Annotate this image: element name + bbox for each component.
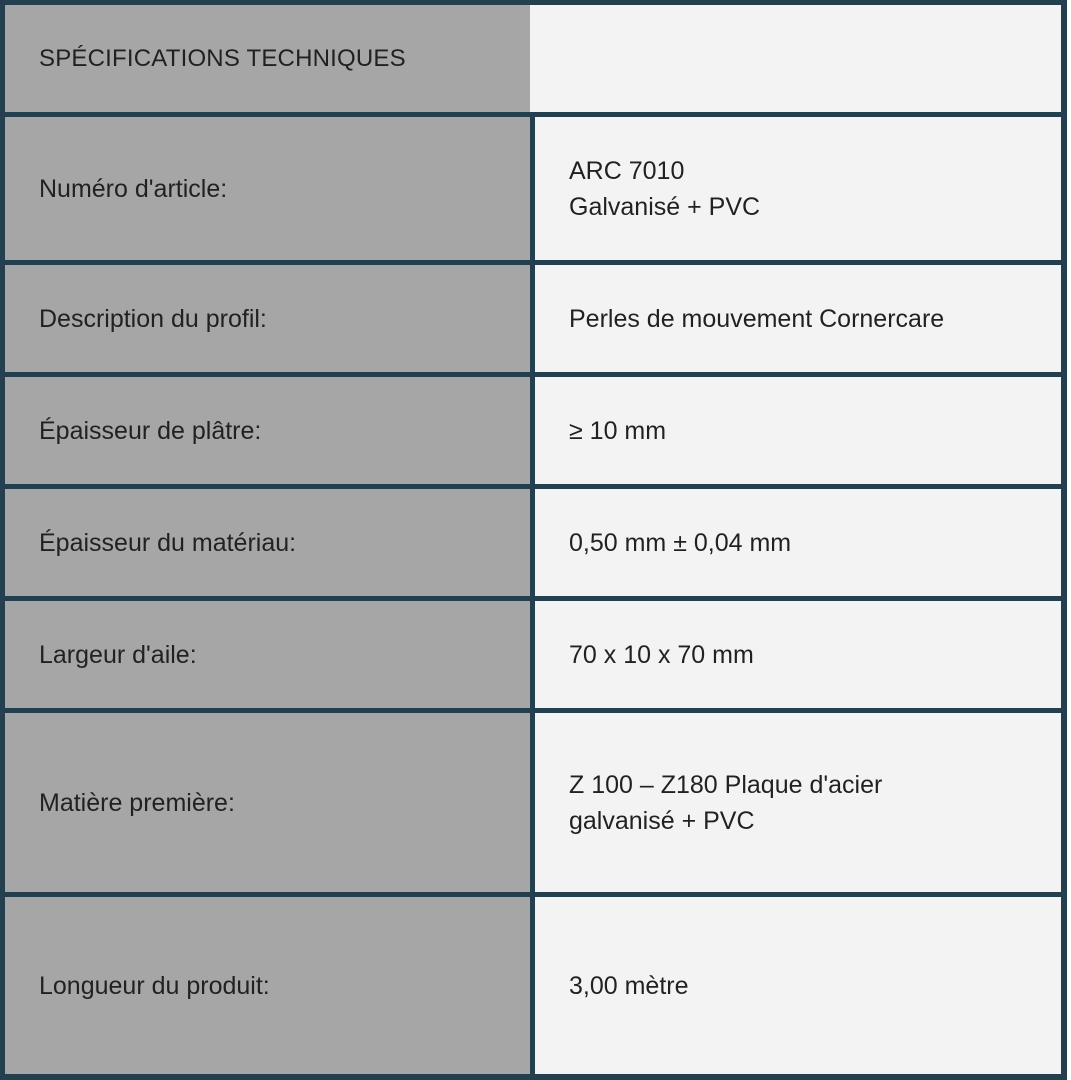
spec-value-material-thickness: 0,50 mm ± 0,04 mm (535, 489, 1061, 596)
spec-label-raw-material: Matière première: (5, 713, 530, 892)
table-header-empty-cell (530, 5, 1061, 112)
table-row (5, 897, 1061, 1074)
spec-value-profile-description: Perles de mouvement Cornercare (535, 265, 1061, 372)
table-row (5, 601, 1061, 708)
table-row (5, 713, 1061, 892)
spec-label-plaster-thickness: Épaisseur de plâtre: (5, 377, 530, 484)
spec-value-article-number: ARC 7010 Galvanisé + PVC (535, 117, 1061, 260)
table-title: SPÉCIFICATIONS TECHNIQUES (5, 5, 530, 112)
spec-label-flange-width: Largeur d'aile: (5, 601, 530, 708)
table-row (5, 265, 1061, 372)
spec-label-article-number: Numéro d'article: (5, 117, 530, 260)
spec-value-product-length: 3,00 mètre (535, 897, 1061, 1074)
table-header-row (5, 5, 1061, 112)
table-row (5, 377, 1061, 484)
spec-label-profile-description: Description du profil: (5, 265, 530, 372)
spec-value-flange-width: 70 x 10 x 70 mm (535, 601, 1061, 708)
table-row (5, 489, 1061, 596)
spec-value-plaster-thickness: ≥ 10 mm (535, 377, 1061, 484)
spec-label-product-length: Longueur du produit: (5, 897, 530, 1074)
spec-label-material-thickness: Épaisseur du matériau: (5, 489, 530, 596)
spec-value-raw-material: Z 100 – Z180 Plaque d'acier galvanisé + PVC (535, 713, 1061, 892)
table-row (5, 117, 1061, 260)
